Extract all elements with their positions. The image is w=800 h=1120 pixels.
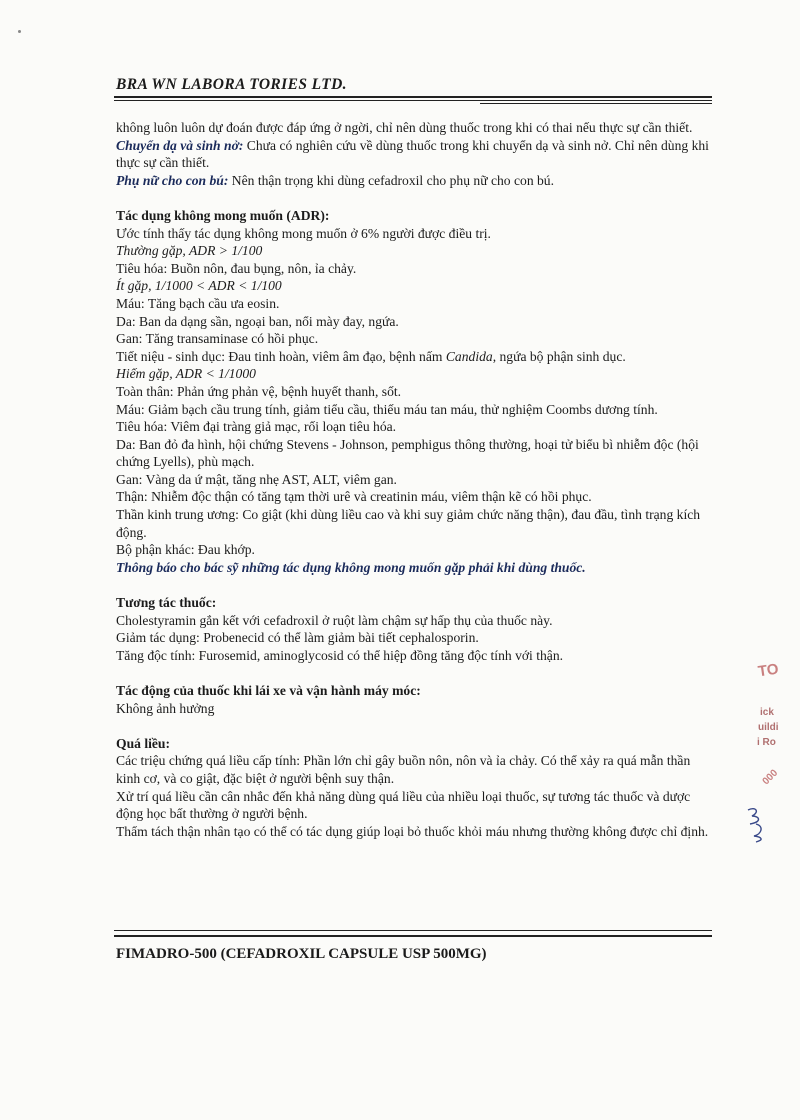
uncommon-skin: Da: Ban da dạng sần, ngoại ban, nổi mày đay, ngứa. [116, 313, 399, 329]
stamp-fragment-top: TO [756, 660, 780, 681]
rare-heading: Hiếm gặp, ADR < 1/1000 [116, 366, 256, 382]
nursing-label: Phụ nữ cho con bú: [116, 172, 229, 188]
rare-gi: Tiêu hóa: Viêm đại tràng giả mạc, rối loạn tiêu hóa. [116, 419, 397, 435]
interactions-3: Tăng độc tính: Furosemid, aminoglycosid có thể hiệp đồng tăng độc tính với thận. [116, 647, 564, 663]
labor-text: Chưa có nghiên cứu về dùng thuốc trong khi chuyển dạ và sinh nở. Chỉ nên dùng khi thực sự cần thiết. [116, 137, 709, 171]
nursing-paragraph [116, 172, 716, 190]
adr-intro: Ước tính thấy tác dụng không mong muốn ở 6% người được điều trị. [116, 225, 491, 241]
uncommon-uro [116, 348, 716, 366]
uncommon-blood: Máu: Tăng bạch cầu ưa eosin. [116, 295, 280, 311]
company-name: BRA WN LABORA TORIES LTD. [116, 76, 347, 93]
interactions-1: Cholestyramin gắn kết với cefadroxil ở ruột làm chậm sự hấp thụ của thuốc này. [116, 612, 553, 628]
interactions-2: Giảm tác dụng: Probenecid có thể làm giảm bài tiết cephalosporin. [116, 630, 479, 646]
common-gi: Tiêu hóa: Buồn nôn, đau bụng, nôn, ỉa chảy. [116, 260, 357, 276]
rare-liver: Gan: Vàng da ứ mật, tăng nhẹ AST, ALT, viêm gan. [116, 471, 397, 487]
header-rule-extra [480, 103, 712, 104]
pregnancy-paragraph: không luôn luôn dự đoán được đáp ứng ở ngời, chỉ nên dùng thuốc trong khi có thai nếu thực sự cần thiết. [116, 120, 693, 135]
labor-paragraph [116, 137, 716, 172]
rare-cns: Thần kinh trung ương: Co giật (khi dùng liều cao và khi suy giảm chức năng thận), đau đầu, tình trạng kích động. [116, 507, 701, 540]
interactions-heading: Tương tác thuốc: [116, 595, 217, 611]
stamp-fragment-bottom: 000 [760, 767, 781, 788]
uncommon-uro-text: Tiết niệu - sinh dục: Đau tinh hoàn, viêm âm đạo, bệnh nấm [116, 348, 446, 364]
document-body [116, 119, 716, 840]
overdose-2: Xử trí quá liều cần cân nhắc đến khả năng dùng quá liều của nhiều loại thuốc, sự tương tác thuốc và dược động học bất thường ở người bệnh. [116, 788, 691, 822]
rare-kidney: Thận: Nhiễm độc thận có tăng tạm thời urê và creatinin máu, viêm thận kẽ có hồi phục. [116, 489, 592, 505]
header-rule-top [114, 96, 712, 98]
scan-speck [18, 30, 21, 33]
footer-rule-top [114, 930, 712, 931]
overdose-heading: Quá liều: [116, 735, 171, 751]
product-footer: FIMADRO-500 (CEFADROXIL CAPSULE USP 500MG) [116, 946, 487, 962]
uncommon-heading: Ít gặp, 1/1000 < ADR < 1/100 [116, 278, 282, 294]
driving-text: Không ảnh hưởng [116, 700, 215, 716]
footer-rule-bottom [114, 935, 712, 937]
stamp-fragment-line1: ick [760, 707, 774, 718]
initials-signature-icon [742, 804, 770, 844]
common-heading: Thường gặp, ADR > 1/100 [116, 243, 263, 259]
candida-term: Candida [445, 348, 493, 364]
stamp-fragment-line3: i Ro [757, 737, 776, 748]
nursing-text: Nên thận trọng khi dùng cefadroxil cho phụ nữ cho con bú. [228, 172, 555, 188]
rare-blood: Máu: Giảm bạch cầu trung tính, giảm tiểu cầu, thiếu máu tan máu, thử nghiệm Coombs dương tính. [116, 401, 658, 417]
notify-doctor: Thông báo cho bác sỹ những tác dụng không mong muốn gặp phải khi dùng thuốc. [116, 559, 586, 575]
stamp-fragment-line2: uildi [758, 722, 779, 733]
adr-heading: Tác dụng không mong muốn (ADR): [116, 207, 330, 223]
uncommon-liver: Gan: Tăng transaminase có hồi phục. [116, 331, 319, 347]
driving-heading: Tác động của thuốc khi lái xe và vận hành máy móc: [116, 683, 421, 698]
rare-other: Bộ phận khác: Đau khớp. [116, 542, 255, 558]
header-rule-bottom [114, 100, 712, 101]
overdose-3: Thẩm tách thận nhân tạo có thể có tác dụng giúp loại bỏ thuốc khỏi máu nhưng thường không được chỉ định. [116, 823, 709, 839]
overdose-1: Các triệu chứng quá liều cấp tính: Phần lớn chỉ gây buồn nôn, nôn và ỉa chảy. Có thể xảy ra quá mẫn thần kinh cơ, và co giật, đặc biệt ở người bệnh suy thận. [116, 753, 691, 786]
rare-body: Toàn thân: Phản ứng phản vệ, bệnh huyết thanh, sốt. [116, 383, 402, 399]
labor-label: Chuyển dạ và sinh nở: [116, 137, 244, 153]
uncommon-uro-text-end: , ngứa bộ phận sinh dục. [492, 348, 626, 364]
rare-skin: Da: Ban đỏ đa hình, hội chứng Stevens - Johnson, pemphigus thông thường, hoại tử biểu bì nhiễm độc (hội chứng Lyells), phù mạch. [116, 436, 699, 470]
